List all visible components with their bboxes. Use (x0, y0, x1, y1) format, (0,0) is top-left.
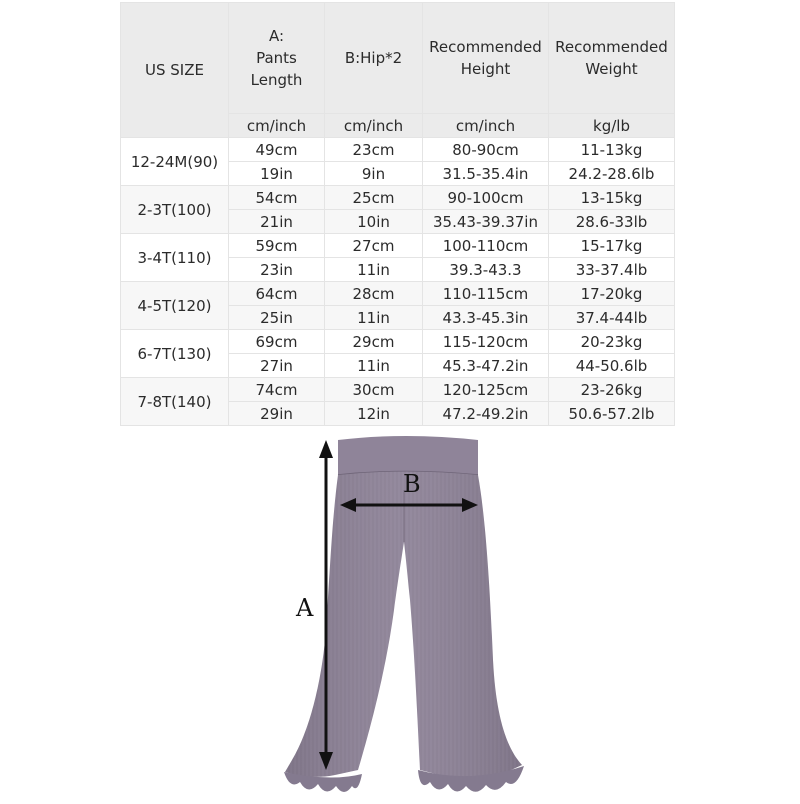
size-cell: 12-24M(90) (121, 138, 229, 186)
value-cell: 11-13kg (549, 138, 675, 162)
table-row (121, 138, 675, 162)
value-cell: 25cm (325, 186, 423, 210)
value-cell: 11in (325, 258, 423, 282)
value-cell: 23cm (325, 138, 423, 162)
measure-label-a: A (296, 594, 314, 622)
size-cell: 6-7T(130) (121, 330, 229, 378)
value-cell: 25in (229, 306, 325, 330)
header-cell: Recommended Weight (549, 3, 675, 114)
unit-cell: cm/inch (229, 114, 325, 138)
unit-cell: kg/lb (549, 114, 675, 138)
value-cell: 39.3-43.3 (423, 258, 549, 282)
value-cell: 69cm (229, 330, 325, 354)
value-cell: 28.6-33lb (549, 210, 675, 234)
value-cell: 115-120cm (423, 330, 549, 354)
value-cell: 17-20kg (549, 282, 675, 306)
value-cell: 37.4-44lb (549, 306, 675, 330)
measure-label-b: B (403, 470, 421, 498)
pants-measurement-figure (0, 430, 800, 800)
value-cell: 10in (325, 210, 423, 234)
table-row (121, 282, 675, 306)
value-cell: 11in (325, 306, 423, 330)
value-cell: 9in (325, 162, 423, 186)
value-cell: 27in (229, 354, 325, 378)
value-cell: 100-110cm (423, 234, 549, 258)
table-row (121, 378, 675, 402)
size-cell: 4-5T(120) (121, 282, 229, 330)
value-cell: 23in (229, 258, 325, 282)
value-cell: 27cm (325, 234, 423, 258)
value-cell: 19in (229, 162, 325, 186)
size-cell: 2-3T(100) (121, 186, 229, 234)
value-cell: 28cm (325, 282, 423, 306)
pants-illustration (0, 430, 800, 800)
size-cell: 7-8T(140) (121, 378, 229, 426)
value-cell: 59cm (229, 234, 325, 258)
size-cell: 3-4T(110) (121, 234, 229, 282)
value-cell: 49cm (229, 138, 325, 162)
value-cell: 35.43-39.37in (423, 210, 549, 234)
size-chart-body (121, 3, 675, 426)
header-cell: US SIZE (121, 3, 229, 138)
value-cell: 13-15kg (549, 186, 675, 210)
value-cell: 50.6-57.2lb (549, 402, 675, 426)
table-row (121, 234, 675, 258)
value-cell: 11in (325, 354, 423, 378)
value-cell: 64cm (229, 282, 325, 306)
value-cell: 29in (229, 402, 325, 426)
value-cell: 24.2-28.6lb (549, 162, 675, 186)
value-cell: 21in (229, 210, 325, 234)
table-row (121, 330, 675, 354)
unit-cell: cm/inch (423, 114, 549, 138)
value-cell: 54cm (229, 186, 325, 210)
unit-cell: cm/inch (325, 114, 423, 138)
header-row (121, 3, 675, 114)
value-cell: 74cm (229, 378, 325, 402)
value-cell: 15-17kg (549, 234, 675, 258)
value-cell: 80-90cm (423, 138, 549, 162)
header-cell: B:Hip*2 (325, 3, 423, 114)
value-cell: 20-23kg (549, 330, 675, 354)
value-cell: 12in (325, 402, 423, 426)
value-cell: 120-125cm (423, 378, 549, 402)
value-cell: 47.2-49.2in (423, 402, 549, 426)
value-cell: 43.3-45.3in (423, 306, 549, 330)
header-cell: A: Pants Length (229, 3, 325, 114)
value-cell: 33-37.4lb (549, 258, 675, 282)
value-cell: 30cm (325, 378, 423, 402)
value-cell: 23-26kg (549, 378, 675, 402)
value-cell: 90-100cm (423, 186, 549, 210)
value-cell: 31.5-35.4in (423, 162, 549, 186)
value-cell: 110-115cm (423, 282, 549, 306)
value-cell: 44-50.6lb (549, 354, 675, 378)
value-cell: 45.3-47.2in (423, 354, 549, 378)
table-row (121, 186, 675, 210)
header-cell: Recommended Height (423, 3, 549, 114)
size-chart-table (120, 2, 675, 426)
value-cell: 29cm (325, 330, 423, 354)
